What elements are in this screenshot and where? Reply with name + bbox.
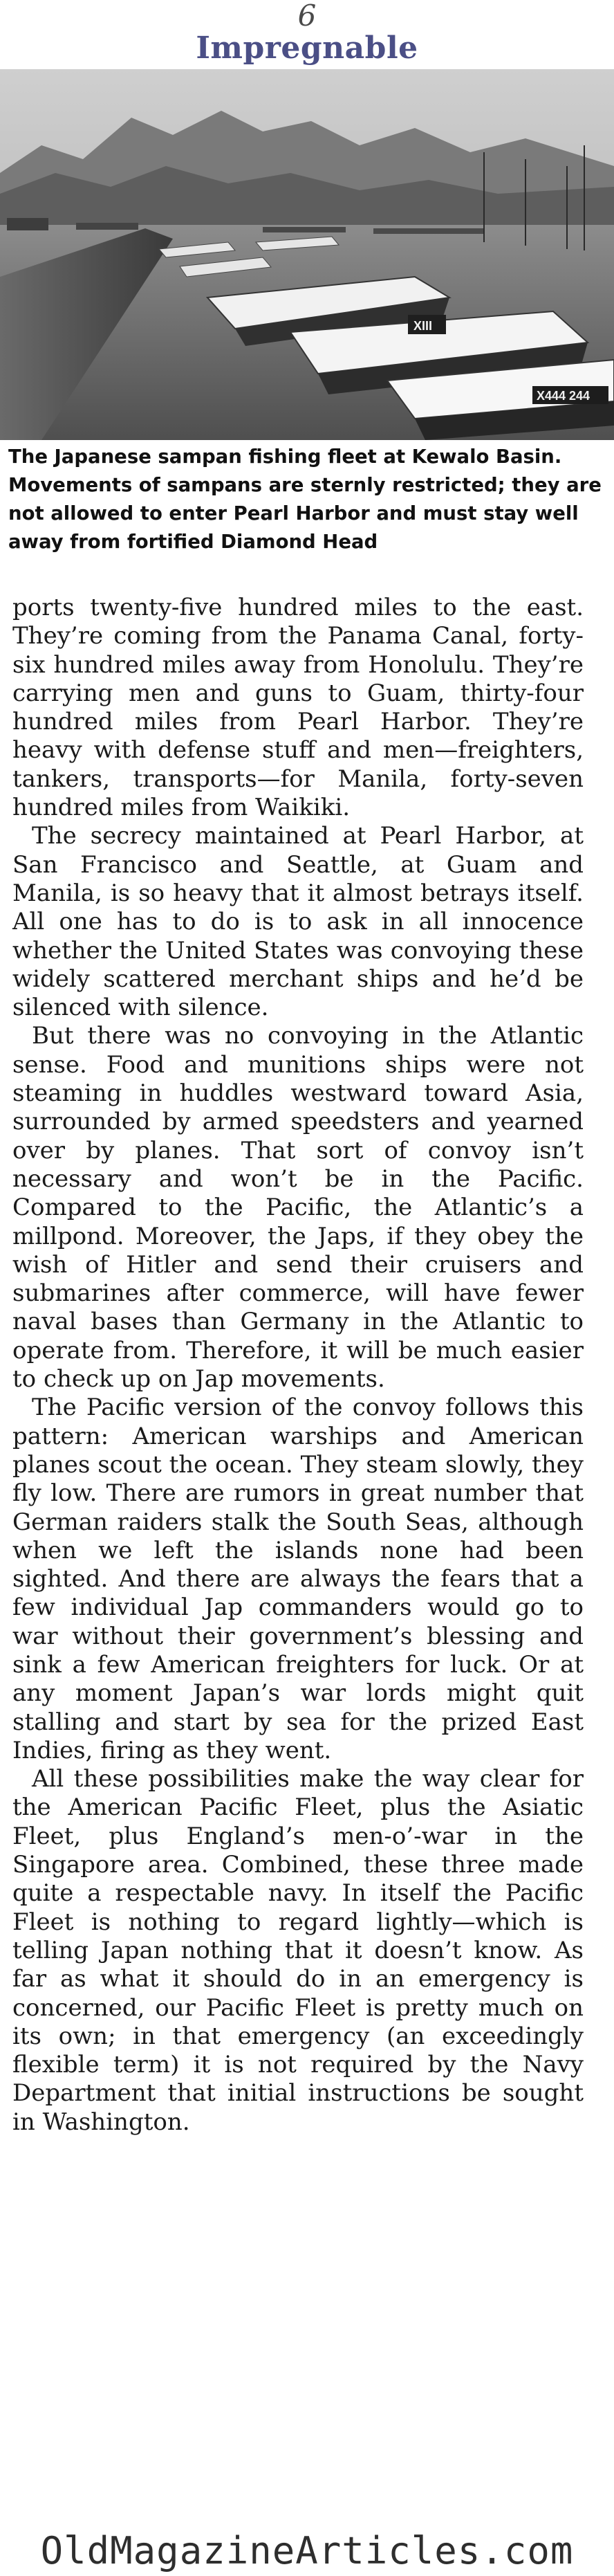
paragraph: But there was no convoying in the Atlantic sense. Food and munitions ships were not steaming in huddles westward toward Asia, surrounded by armed speedsters and yearned over by planes. That sort of convoy isn’t necessary and won’t be in the Pacific. Compared to the Pacific, the Atlantic’s a millpond. Moreover, the Japs, if they obey the wish of Hitler and send their cruisers and submarines after commerce, will have fewer naval bases than Germany in the Atlantic to operate from. Therefore, it will be much easier to check up on Jap movements. bbox=[12, 1022, 584, 1394]
harbor-photo bbox=[0, 69, 614, 440]
boat-marking-2: X444 244 bbox=[537, 389, 590, 403]
article-headline: Impregnable bbox=[196, 30, 418, 66]
page-number: 6 bbox=[297, 0, 317, 33]
paragraph: The secrecy maintained at Pearl Harbor, at San Francisco and Seattle, at Guam and Manila, is so heavy that it almost betrays itself. All one has to do is to ask in all innocence whether the United States was convoying these widely scattered merchant ships and he’d be silenced with silence. bbox=[12, 822, 584, 1022]
harbor-photo-icon bbox=[0, 69, 614, 440]
paragraph: ports twenty-five hundred miles to the east. They’re coming from the Panama Canal, forty-six hundred miles away from Honolulu. They’re carrying men and guns to Guam, thirty-four hundred miles from Pearl Harbor. They’re heavy with defense stuff and men—freighters, tankers, transports—for Manila, forty-seven hundred miles from Waikiki. bbox=[12, 594, 584, 822]
boat-marking-1: XIII bbox=[413, 319, 433, 333]
article-body bbox=[12, 594, 584, 2137]
paragraph: The Pacific version of the convoy follows this pattern: American warships and American planes scout the ocean. They steam slowly, they fly low. There are rumors in great number that German raiders stalk the South Seas, although when we left the islands none had been sighted. And there are always the fears that a few individual Jap commanders would go to war without their government’s blessing and sink a few American freighters for luck. Or at any moment Japan’s war lords might quit stalling and start by sea for the prized East Indies, firing as they went. bbox=[12, 1394, 584, 1764]
paragraph: All these possibilities make the way clear for the American Pacific Fleet, plus the Asiatic Fleet, plus England’s men-o’-war in the Singapore area. Combined, these three made quite a respectable navy. In itself the Pacific Fleet is nothing to regard lightly—which is telling Japan nothing that it doesn’t know. As far as what it should do in an emergency is concerned, our Pacific Fleet is pretty much on its own; in that emergency (an exceedingly flexible term) it is not required by the Navy Department that initial instructions be sought in Washington. bbox=[12, 1765, 584, 2136]
photo-caption: The Japanese sampan fishing fleet at Kewalo Basin. Movements of sampans are sternly restricted; they are not allowed to enter Pearl Harbor and must stay well away from fortified Diamond Head bbox=[8, 446, 602, 553]
site-footer: OldMagazineArticles.com bbox=[40, 2529, 574, 2573]
